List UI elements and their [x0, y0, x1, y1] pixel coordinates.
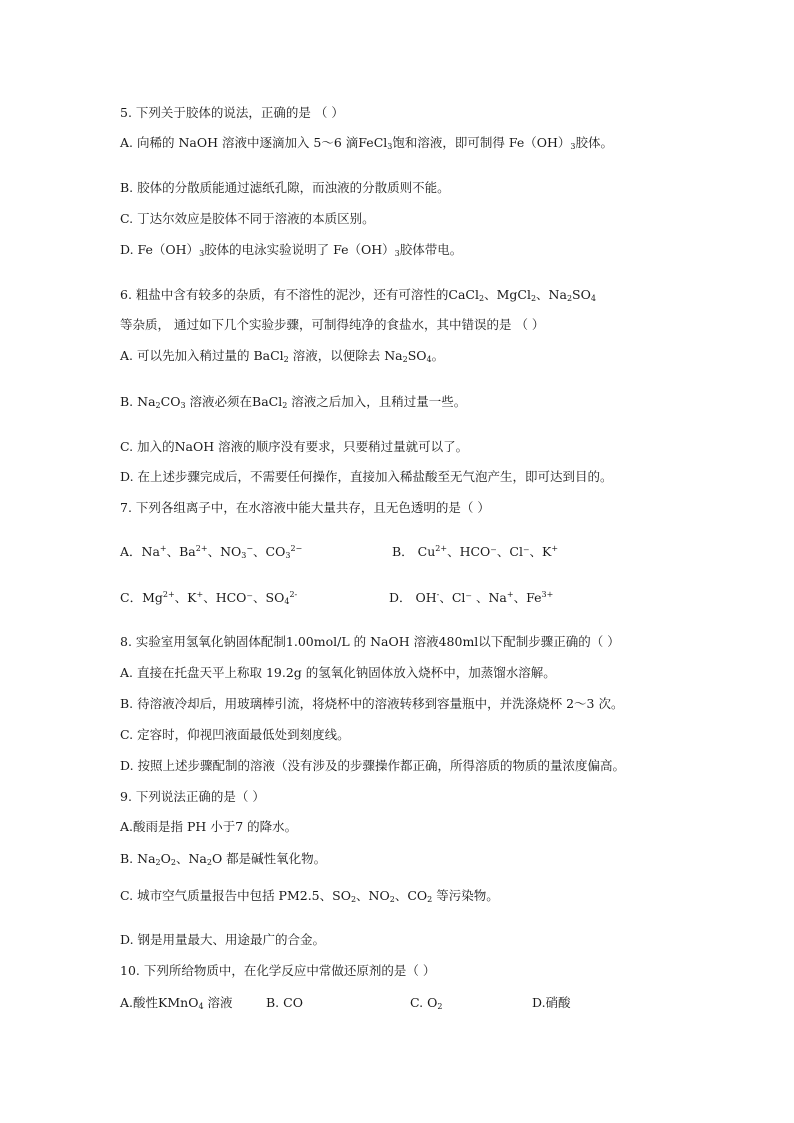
question-7-option-a: A．Na+、$Ba^{2+}$、$NO_3^-$、$CO_3^{2-}$: [120, 544, 303, 560]
question-7-option-d: D． OH-、Cl⁻ 、Na+、$Fe^{3+}$: [389, 590, 554, 605]
question-6-option-a: A. 可以先加入稍过量的 BaCl$_2$ 溶液，以便除去 $Na_2SO_4$。: [120, 348, 445, 364]
question-9-option-a: A.酸雨是指 PH 小于7 的降水。: [120, 819, 298, 834]
question-5-option-a: A. 向稀的 NaOH 溶液中逐滴加入 5～6 滴FeCl$_3$饱和溶液，即可制得 $Fe(OH)_3$胶体。: [120, 135, 613, 151]
question-10-option-c: C. $O_2$: [410, 995, 443, 1011]
question-9-option-b: B. $Na_2O_2$、$Na_2O$ 都是碱性氧化物。: [120, 851, 327, 867]
question-9-stem: 9. 下列说法正确的是（ ）: [120, 789, 265, 804]
question-8-option-d: D. 按照上述步骤配制的溶液（没有涉及的步骤操作都正确，所得溶质的物质的量浓度偏高。: [120, 758, 626, 773]
question-6-option-b: B. $Na_2CO_3$ 溶液必须在BaCl$_2$ 溶液之后加入，且稍过量一些。: [120, 394, 467, 410]
question-10-stem: 10. 下列所给物质中，在化学反应中常做还原剂的是（ ）: [120, 963, 436, 978]
question-5-option-b: B. 胶体的分散质能通过滤纸孔隙，而浊液的分散质则不能。: [120, 180, 450, 195]
question-9-option-d: D. 钢是用量最大、用途最广的合金。: [120, 932, 326, 947]
question-8-option-b: B. 待溶液冷却后，用玻璃棒引流，将烧杯中的溶液转移到容量瓶中，并洗涤烧杯 2～3 次。: [120, 696, 624, 711]
question-10-options: [120, 994, 720, 1014]
question-10-option-a: A.酸性KMnO$_4$ 溶液: [120, 995, 233, 1011]
question-6-stem-line-1: 6. 粗盐中含有较多的杂质，有不溶性的泥沙，还有可溶性的CaCl$_2$、MgCl$_2$、$Na_2SO_4$: [120, 287, 596, 303]
question-7-option-b: B． $Cu^{2+}$、HCO⁻、Cl⁻、K+: [392, 544, 559, 559]
question-6-option-d: D. 在上述步骤完成后，不需要任何操作，直接加入稀盐酸至无气泡产生，即可达到目的。: [120, 469, 613, 484]
question-10-option-d: D.硝酸: [532, 995, 571, 1010]
question-5-option-c: C. 丁达尔效应是胶体不同于溶液的本质区别。: [120, 211, 375, 226]
question-7-option-c: C．$Mg^{2+}$、K+、HCO⁻、$SO_4^{2-}$: [120, 590, 298, 606]
question-8-option-a: A. 直接在托盘天平上称取 19.2g 的氢氧化钠固体放入烧杯中，加蒸馏水溶解。: [120, 665, 556, 680]
question-5-stem: 5. 下列关于胶体的说法，正确的是 （ ）: [120, 105, 344, 120]
question-8-option-c: C. 定容时，仰视凹液面最低处到刻度线。: [120, 727, 350, 742]
question-6-stem-line-2: 等杂质， 通过如下几个实验步骤，可制得纯净的食盐水，其中错误的是 （ ）: [120, 317, 545, 332]
question-9-option-c: C. 城市空气质量报告中包括 PM2.5、$SO_2$、$NO_2$、$CO_2$ 等污染物。: [120, 888, 499, 904]
question-10-option-b: B. CO: [266, 995, 303, 1010]
question-7-stem: 7. 下列各组离子中，在水溶液中能大量共存，且无色透明的是（ ）: [120, 500, 490, 515]
question-6-option-c: C. 加入的NaOH 溶液的顺序没有要求，只要稍过量就可以了。: [120, 439, 469, 454]
question-8-stem: 8. 实验室用氢氧化钠固体配制1.00mol/L 的 NaOH 溶液480ml以下配制步骤正确的（ ）: [120, 634, 620, 649]
question-5-option-d: D. $Fe(OH)_3$胶体的电泳实验说明了 $Fe(OH)_3$胶体带电。: [120, 242, 463, 258]
